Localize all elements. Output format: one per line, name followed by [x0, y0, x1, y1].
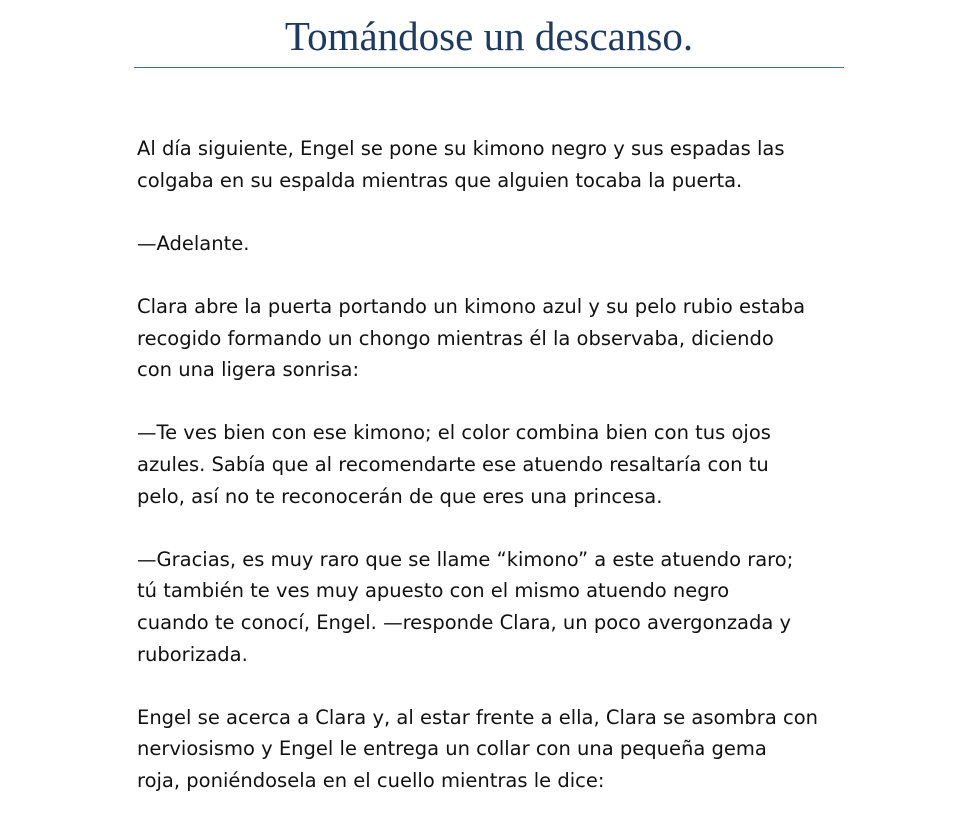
text-line: tú también te ves muy apuesto con el mismo atuendo negro — [137, 579, 730, 603]
text-line: Al día siguiente, Engel se pone su kimono negro y sus espadas las — [137, 137, 785, 160]
paragraph-2 — [137, 228, 852, 260]
page-title: Tomándose un descanso. — [284, 13, 694, 59]
paragraph-3 — [137, 291, 852, 386]
document-body — [137, 133, 852, 828]
text-line: ruborizada. — [137, 642, 248, 666]
text-line: pelo, así no te reconocerán de que eres una princesa. — [137, 484, 663, 508]
text-line: cuando te conocí, Engel. —responde Clara, un poco avergonzada y — [137, 610, 792, 634]
paragraph-5 — [137, 544, 852, 670]
text-line: colgaba en su espalda mientras que alguien tocaba la puerta. — [137, 168, 743, 192]
paragraph-6 — [137, 702, 852, 797]
text-line: Clara abre la puerta portando un kimono azul y su pelo rubio estaba — [137, 294, 806, 318]
title-underline-divider — [134, 67, 844, 68]
text-line: nerviosismo y Engel le entrega un collar con una pequeña gema — [137, 737, 767, 761]
text-line: con una ligera sonrisa: — [137, 358, 360, 382]
paragraph-1 — [137, 133, 852, 196]
text-line: —Gracias, es muy raro que se llame “kimono” a este atuendo raro; — [137, 547, 794, 571]
text-line: —Adelante. — [137, 231, 250, 255]
text-line: Engel se acerca a Clara y, al estar frente a ella, Clara se asombra con — [137, 705, 818, 729]
paragraph-4 — [137, 417, 852, 512]
text-line: azules. Sabía que al recomendarte ese atuendo resaltaría con tu — [137, 452, 769, 476]
text-line: roja, poniéndosela en el cuello mientras le dice: — [137, 768, 605, 792]
text-line: recogido formando un chongo mientras él la observaba, diciendo — [137, 326, 774, 350]
text-line: —Te ves bien con ese kimono; el color combina bien con tus ojos — [137, 421, 771, 445]
